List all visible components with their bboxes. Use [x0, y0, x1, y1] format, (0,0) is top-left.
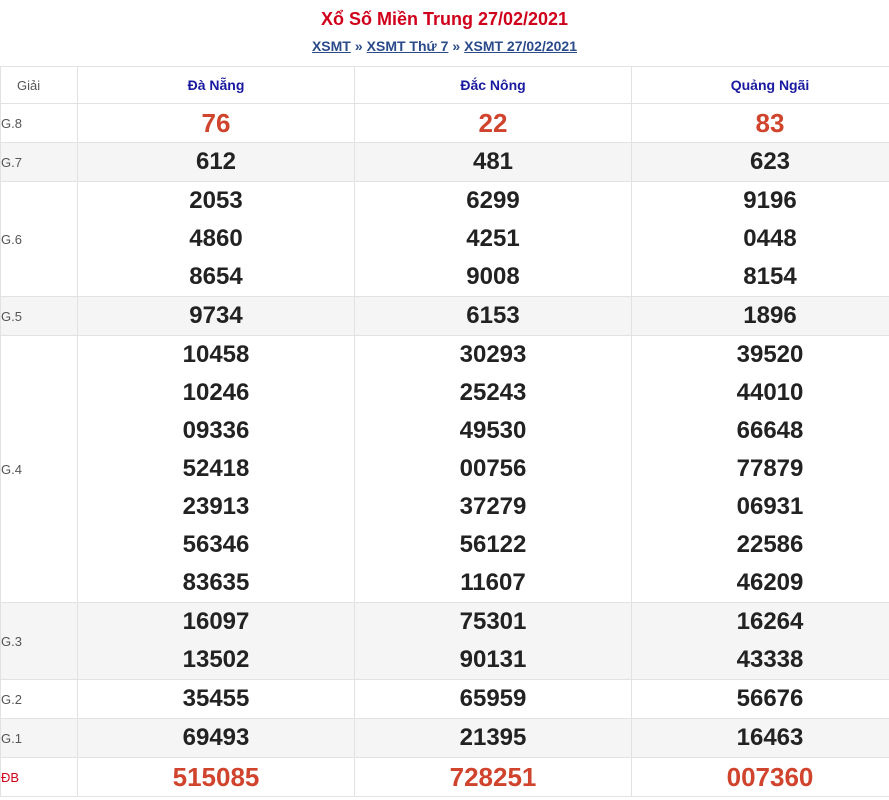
prize-number: 22	[478, 108, 508, 138]
prize-cell	[78, 680, 355, 719]
prize-number: 8654	[189, 263, 243, 290]
prize-number: 16463	[736, 724, 804, 751]
prize-number: 65959	[459, 685, 527, 712]
prize-label: G.5	[1, 297, 78, 336]
prize-cell	[632, 603, 889, 680]
prize-cell	[78, 182, 355, 297]
page-header	[0, 0, 889, 66]
prize-number: 37279	[459, 493, 527, 520]
prize-number: 9734	[189, 302, 243, 329]
prize-cell	[355, 104, 632, 143]
prize-number: 25243	[459, 379, 527, 406]
province-header-quang-ngai: Quảng Ngãi	[632, 67, 889, 104]
prize-number: 44010	[736, 379, 804, 406]
prize-row	[1, 182, 889, 297]
prize-cell	[355, 719, 632, 758]
prize-number: 007360	[726, 762, 814, 792]
prize-label: G.7	[1, 143, 78, 182]
results-table	[0, 66, 889, 797]
prize-number: 9196	[743, 187, 797, 214]
prize-number: 90131	[459, 646, 527, 673]
prize-number: 46209	[736, 569, 804, 596]
table-header-row	[1, 67, 889, 104]
prize-number: 612	[195, 148, 237, 175]
prize-cell	[632, 719, 889, 758]
prize-cell	[632, 336, 889, 603]
prize-number: 83635	[182, 569, 250, 596]
prize-number: 56346	[182, 531, 250, 558]
prize-number: 09336	[182, 417, 250, 444]
prize-cell	[78, 143, 355, 182]
prize-cell	[78, 758, 355, 797]
prize-number: 35455	[182, 685, 250, 712]
prize-number: 6153	[466, 302, 520, 329]
prize-row	[1, 719, 889, 758]
prize-row	[1, 758, 889, 797]
prize-number: 10246	[182, 379, 250, 406]
prize-number: 56676	[736, 685, 804, 712]
prize-number: 6299	[466, 187, 520, 214]
prize-number: 75301	[459, 608, 527, 635]
prize-row	[1, 104, 889, 143]
prize-cell	[355, 143, 632, 182]
prize-number: 8154	[743, 263, 797, 290]
prize-cell	[632, 182, 889, 297]
prize-number: 623	[749, 148, 791, 175]
prize-number: 52418	[182, 455, 250, 482]
prize-number: 23913	[182, 493, 250, 520]
prize-number: 69493	[182, 724, 250, 751]
breadcrumb-separator: »	[354, 38, 363, 54]
prize-row	[1, 297, 889, 336]
prize-cell	[78, 297, 355, 336]
prize-label: G.4	[1, 336, 78, 603]
prize-number: 16097	[182, 608, 250, 635]
prize-number: 06931	[736, 493, 804, 520]
prize-number: 10458	[182, 341, 250, 368]
prize-cell	[78, 603, 355, 680]
province-header-dac-nong: Đắc Nông	[355, 67, 632, 104]
prize-cell	[355, 297, 632, 336]
prize-cell	[355, 603, 632, 680]
prize-label: G.6	[1, 182, 78, 297]
breadcrumb	[0, 37, 889, 55]
prize-label: G.3	[1, 603, 78, 680]
prize-number: 00756	[459, 455, 527, 482]
breadcrumb-link-xsmt-thu-7[interactable]: XSMT Thứ 7	[366, 38, 449, 54]
prize-number: 77879	[736, 455, 804, 482]
prize-number: 76	[201, 108, 231, 138]
prize-number: 56122	[459, 531, 527, 558]
prize-number: 2053	[189, 187, 243, 214]
prize-row	[1, 680, 889, 719]
prize-number: 39520	[736, 341, 804, 368]
prize-row	[1, 603, 889, 680]
prize-row	[1, 336, 889, 603]
prize-number: 22586	[736, 531, 804, 558]
prize-cell	[355, 680, 632, 719]
prize-label: G.1	[1, 719, 78, 758]
prize-column-header: Giải	[1, 67, 78, 104]
prize-label: ĐB	[1, 758, 78, 797]
page-title: Xổ Số Miền Trung 27/02/2021	[320, 9, 569, 29]
prize-cell	[355, 336, 632, 603]
prize-cell	[632, 104, 889, 143]
prize-number: 4251	[466, 225, 520, 252]
prize-number: 66648	[736, 417, 804, 444]
prize-number: 1896	[743, 302, 797, 329]
prize-cell	[632, 143, 889, 182]
prize-cell	[632, 758, 889, 797]
prize-number: 9008	[466, 263, 520, 290]
breadcrumb-link-xsmt[interactable]: XSMT	[311, 38, 351, 54]
prize-number: 16264	[736, 608, 804, 635]
prize-number: 728251	[449, 762, 537, 792]
prize-number: 13502	[182, 646, 250, 673]
prize-number: 11607	[460, 569, 526, 596]
prize-cell	[632, 297, 889, 336]
prize-number: 21395	[459, 724, 527, 751]
prize-number: 0448	[743, 225, 797, 252]
prize-cell	[78, 719, 355, 758]
prize-number: 30293	[459, 341, 527, 368]
prize-number: 43338	[736, 646, 804, 673]
prize-cell	[78, 104, 355, 143]
breadcrumb-separator: »	[452, 38, 461, 54]
prize-cell	[78, 336, 355, 603]
prize-number: 49530	[459, 417, 527, 444]
prize-number: 83	[755, 108, 785, 138]
prize-cell	[355, 182, 632, 297]
prize-number: 515085	[172, 762, 260, 792]
breadcrumb-link-xsmt-date[interactable]: XSMT 27/02/2021	[464, 38, 578, 54]
province-header-da-nang: Đà Nẵng	[78, 67, 355, 104]
prize-label: G.2	[1, 680, 78, 719]
prize-cell	[632, 680, 889, 719]
prize-number: 481	[472, 148, 514, 175]
prize-label: G.8	[1, 104, 78, 143]
prize-row	[1, 143, 889, 182]
prize-number: 4860	[189, 225, 243, 252]
prize-cell	[355, 758, 632, 797]
